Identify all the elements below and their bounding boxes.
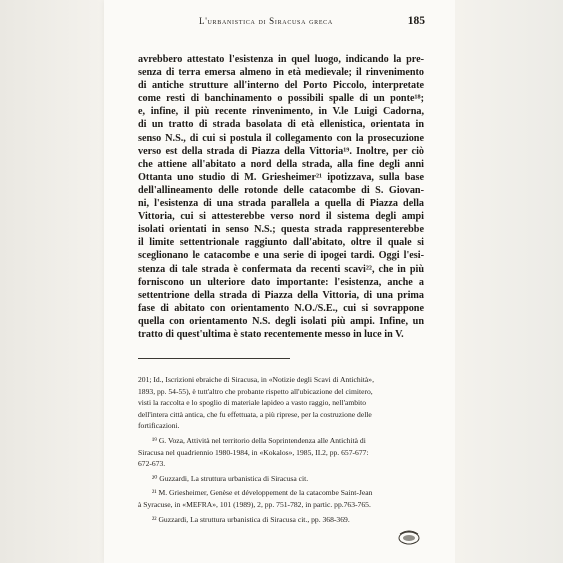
footnotes-block [138, 374, 424, 528]
footnote-line: Siracusa nel quadriennio 1980-1984, in «Kokalos», 1985, II.2, pp. 657-677: [138, 447, 369, 457]
footnote-item [138, 514, 424, 526]
footnote-line: 201; Id., Iscrizioni ebraiche di Siracusa, in «Notizie degli Scavi di Antichità», [138, 375, 374, 384]
body-line: isolati orientati in senso N.S.; questa strada rappresenterebbe [138, 224, 424, 236]
body-line: ni, l'esistenza di una strada parallela a quella di Piazza della [138, 198, 424, 210]
footnote-line: visti la raccolta e lo spoglio di materiale lapideo a vasto raggio, nell'ambito [138, 398, 367, 408]
footnote-item [138, 487, 424, 510]
footnote-separator-rule [138, 358, 290, 359]
body-line: verso est della strada di Piazza della Vittoria¹⁹. Inoltre, per ciò [138, 145, 424, 157]
body-line: quella con orientamento N.S. degli isolati più ampi. Infine, un [138, 315, 424, 327]
body-line: di antiche strutture all'interno del Porto Piccolo, interpretate [138, 80, 424, 92]
footnote-line: à Syracuse, in «MEFRA», 101 (1989), 2, pp. 751-782, in partic. pp.763-765. [138, 499, 371, 509]
body-line: settentrione della strada di Piazza della Vittoria, di una prima [138, 289, 424, 301]
body-line: avrebbero attestato l'esistenza in quel luogo, indicando la pre- [138, 54, 424, 65]
footnote-continuation [138, 374, 424, 432]
footnote-line: ²² Guzzardi, La struttura urbanistica di Siracusa cit., pp. 368-369. [152, 514, 350, 524]
footnote-line: ²¹ M. Griesheimer, Genèse et développement de la catacombe Saint-Jean [152, 488, 373, 498]
footnote-item [138, 473, 424, 485]
book-gutter-shadow [0, 0, 104, 563]
body-line: tratto di quest'ultima è stato recentemente messo in luce in V. [138, 328, 404, 340]
footnote-line: ²⁰ Guzzardi, La struttura urbanistica di Siracusa cit. [152, 473, 309, 483]
footnote-line: fortificazioni. [138, 421, 180, 431]
body-line: dell'allineamento delle rotonde delle catacombe di S. Giovan- [138, 184, 424, 196]
body-line: Ottanta uno studio di M. Griesheimer²¹ ipotizzava, sulla base [138, 171, 424, 183]
body-line: che attiene all'abitato a nord della strada, alla fine degli anni [138, 158, 424, 170]
footnote-item [138, 435, 424, 470]
body-line: il limite settentrionale raggiunto dall'abitato, oltre il quale si [138, 237, 424, 249]
body-line: e, infine, il più recente rinvenimento, in V.le Luigi Cadorna, [138, 106, 424, 118]
body-line: senso N.S., di cui si postula il collegamento con la prosecuzione [138, 132, 424, 144]
footnote-line: ¹⁹ G. Voza, Attività nel territorio della Soprintendenza alle Antichità di [152, 435, 366, 445]
body-line: Vittoria, cui si attesterebbe verso nord il sistema degli ampi [138, 211, 424, 223]
running-head [127, 15, 425, 27]
page-number: 185 [407, 15, 425, 27]
footnote-line: 1893, pp. 54-55), è tutt'altro che probante rispetto all'ubicazione del cimitero, [138, 386, 373, 396]
right-margin-shadow [455, 0, 563, 563]
running-head-title: L'urbanistica di Siracusa greca [199, 16, 333, 26]
body-line: forniscono un ulteriore dato importante: l'esistenza, anche a [138, 276, 424, 288]
printer-ornament-icon [397, 528, 421, 546]
body-line: fase di abitato con orientamento N.O./S.E., cui si sovrappone [138, 302, 424, 314]
body-line: senza di terra emersa almeno in età medievale; il rinvenimento [138, 67, 424, 79]
body-line: come resti di banchinamento o possibili spalle di un ponte¹⁸; [138, 93, 424, 105]
footnote-line: dell'intera città antica, che fu effettuata, a più riprese, per la costruzione delle [138, 409, 372, 419]
body-line: sceglionano le catacombe e una serie di ipogei tardi. Oggi l'esi- [138, 250, 424, 262]
body-line: di un tratto di strada basolata di età ellenistica, orientata in [138, 119, 424, 131]
body-paragraph [138, 53, 424, 341]
body-line: stenza di tale strada è confermata da recenti scavi²², che in più [138, 263, 424, 275]
footnote-line: 672-673. [138, 459, 166, 469]
